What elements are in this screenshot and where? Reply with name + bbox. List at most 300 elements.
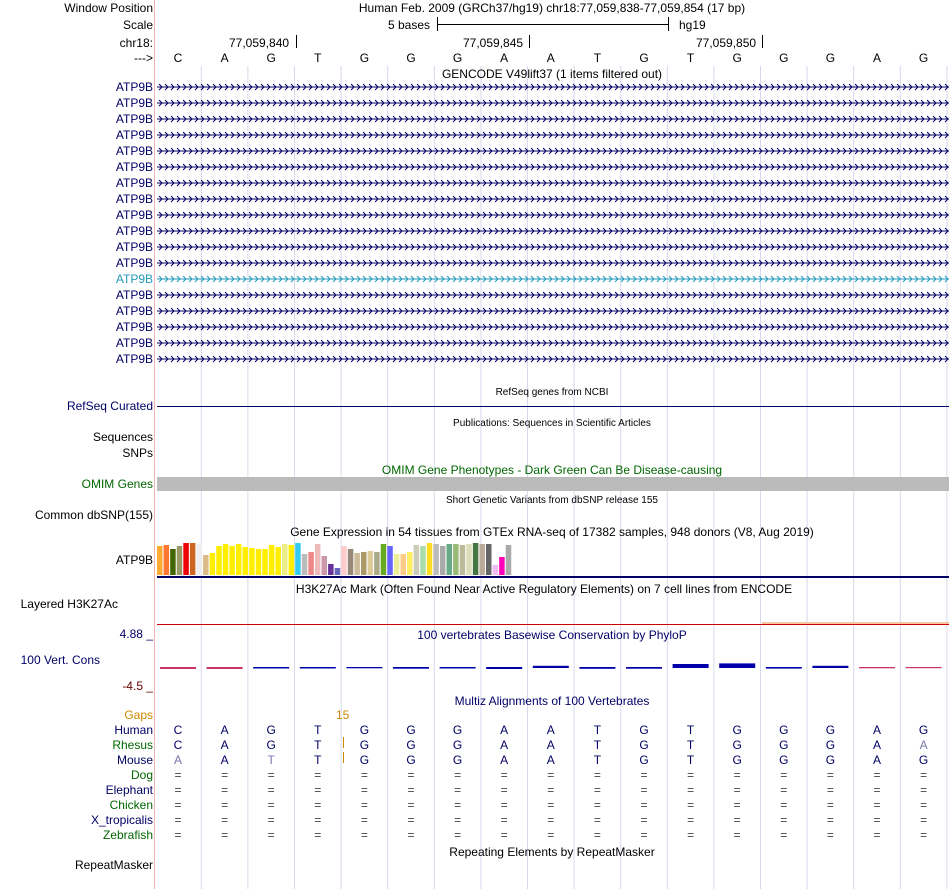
alignment-base: = — [221, 783, 229, 797]
tick-label-3: 77,059,850 — [696, 36, 757, 50]
alignment-base: = — [267, 798, 275, 812]
conservation-mark — [579, 667, 615, 669]
reference-base: G — [406, 51, 416, 65]
gtex-tissue-bar[interactable] — [196, 544, 202, 575]
repeatmasker-title: Repeating Elements by RepeatMasker — [449, 845, 655, 859]
gtex-tissue-bar[interactable] — [493, 565, 499, 575]
conservation-logo[interactable] — [157, 655, 949, 675]
gtex-tissue-bar[interactable] — [374, 552, 380, 575]
alignment-base: A — [872, 723, 881, 737]
conservation-mark — [486, 667, 522, 669]
gap-marker-mouse — [343, 752, 344, 763]
alignment-base: T — [314, 723, 322, 737]
alignment-base: = — [360, 828, 368, 842]
alignment-base: A — [500, 723, 509, 737]
scale-bar — [437, 24, 669, 25]
alignment-base: = — [873, 768, 881, 782]
reference-base: A — [872, 51, 881, 65]
alignment-base: T — [314, 753, 322, 767]
conservation-mark — [533, 666, 569, 668]
scale-text: 5 bases — [388, 18, 431, 32]
alignment-base: = — [920, 798, 928, 812]
gtex-tissue-bar[interactable] — [289, 545, 295, 575]
gencode-transcript-line[interactable] — [157, 195, 949, 203]
alignment-base: G — [452, 723, 463, 737]
gtex-tissue-bar[interactable] — [506, 545, 512, 575]
alignment-base: T — [593, 723, 602, 737]
alignment-base: A — [872, 753, 881, 767]
conservation-mark — [393, 667, 429, 669]
gtex-tissue-bar[interactable] — [157, 546, 163, 575]
gencode-transcript-label[interactable]: ATP9B — [115, 128, 153, 142]
gtex-tissue-bar[interactable] — [262, 549, 268, 575]
alignment-base: = — [687, 768, 695, 782]
h3k27ac-title: H3K27Ac Mark (Often Found Near Active Regulatory Elements) on 7 cell lines from ENCODE — [295, 582, 793, 596]
gencode-transcript-line[interactable] — [157, 115, 949, 123]
species-label[interactable]: Mouse — [116, 753, 153, 767]
assembly-text: hg19 — [679, 18, 706, 32]
alignment-base: = — [780, 813, 788, 827]
label-chrom: chr18: — [119, 36, 153, 50]
label-dbsnp[interactable]: Common dbSNP(155) — [34, 508, 153, 522]
alignment-base: = — [407, 798, 415, 812]
alignment-base: = — [221, 828, 229, 842]
gtex-tissue-bar[interactable] — [427, 543, 433, 575]
alignment-base: = — [640, 828, 648, 842]
reference-base: A — [220, 51, 229, 65]
alignment-base: = — [314, 813, 322, 827]
alignment-base: = — [500, 798, 508, 812]
alignment-base: G — [406, 753, 416, 767]
alignment-base: G — [825, 738, 836, 752]
gtex-tissue-bar[interactable] — [400, 554, 406, 575]
alignment-base: = — [360, 798, 368, 812]
label-repeatmasker[interactable]: RepeatMasker — [74, 858, 153, 872]
tick-mark-3 — [762, 35, 763, 48]
alignment-base: G — [359, 753, 370, 767]
alignment-base: = — [826, 768, 834, 782]
alignment-base: = — [920, 768, 928, 782]
alignment-base: G — [779, 753, 789, 767]
conservation-mark — [440, 667, 476, 669]
alignment-base: = — [593, 813, 601, 827]
alignment-base: G — [452, 738, 463, 752]
alignment-base: = — [500, 768, 508, 782]
alignment-base: = — [267, 768, 275, 782]
alignment-base: G — [266, 738, 276, 752]
gencode-transcript-label[interactable]: ATP9B — [115, 96, 153, 110]
alignment-base: = — [920, 783, 928, 797]
alignment-base: A — [173, 753, 182, 767]
alignment-base: G — [779, 723, 789, 737]
gtex-tissue-bar[interactable] — [190, 543, 196, 575]
gencode-transcript-label[interactable]: ATP9B — [115, 208, 153, 222]
alignment-base: = — [314, 828, 322, 842]
alignment-base: C — [173, 738, 183, 752]
gtex-tissue-bar[interactable] — [420, 546, 426, 575]
alignment-base: A — [220, 753, 229, 767]
gencode-transcript-line[interactable] — [157, 227, 949, 235]
alignment-base: = — [780, 783, 788, 797]
gtex-tissue-bar[interactable] — [282, 544, 288, 575]
alignment-base: = — [826, 798, 834, 812]
alignment-base: = — [547, 798, 555, 812]
label-refseq[interactable]: RefSeq Curated — [66, 399, 153, 413]
gtex-tissue-bar[interactable] — [183, 543, 189, 575]
gencode-transcript-line[interactable] — [157, 179, 949, 187]
alignment-base: G — [825, 723, 836, 737]
gtex-tissue-bar[interactable] — [407, 552, 413, 575]
gtex-tissue-bar[interactable] — [308, 552, 314, 575]
gtex-bar-chart[interactable] — [157, 540, 949, 580]
gtex-tissue-bar[interactable] — [414, 545, 420, 575]
gtex-tissue-bar[interactable] — [368, 551, 374, 575]
gencode-transcript-label[interactable]: ATP9B — [115, 352, 153, 366]
alignment-base: G — [452, 753, 463, 767]
gtex-tissue-bar[interactable] — [295, 543, 301, 575]
alignment-base: = — [407, 768, 415, 782]
species-label[interactable]: Rhesus — [112, 738, 153, 752]
gtex-tissue-bar[interactable] — [269, 545, 275, 575]
alignment-base: G — [732, 753, 742, 767]
reference-base: G — [359, 51, 370, 65]
conservation-mark — [253, 667, 289, 669]
gtex-tissue-bar[interactable] — [479, 544, 485, 575]
alignment-base: = — [873, 798, 881, 812]
alignment-base: G — [406, 723, 416, 737]
gtex-tissue-bar[interactable] — [210, 553, 216, 575]
species-label[interactable]: Dog — [130, 768, 153, 782]
alignment-base: G — [639, 753, 649, 767]
label-column-separator — [154, 0, 155, 889]
species-label[interactable]: X_tropicalis — [90, 813, 153, 827]
gencode-transcript-label[interactable]: ATP9B — [115, 112, 153, 126]
gtex-tissue-bar[interactable] — [322, 556, 328, 575]
alignment-base: = — [547, 768, 555, 782]
alignment-base: G — [406, 738, 416, 752]
h3k27ac-baseline — [157, 624, 949, 625]
gtex-tissue-bar[interactable] — [453, 544, 459, 575]
alignment-base: G — [639, 738, 649, 752]
gencode-transcript-label[interactable]: ATP9B — [115, 272, 153, 286]
tick-mark-2 — [529, 35, 530, 48]
reference-base: G — [825, 51, 836, 65]
alignment-base: T — [686, 738, 695, 752]
gap-count: 15 — [336, 708, 350, 722]
conservation-mark — [812, 666, 848, 668]
alignment-base: = — [454, 768, 462, 782]
alignment-base: = — [547, 828, 555, 842]
label-conservation[interactable]: 100 Vert. Cons — [20, 653, 100, 667]
alignment-base: = — [314, 768, 322, 782]
alignment-base: G — [732, 723, 742, 737]
alignment-base: A — [919, 738, 928, 752]
gtex-tissue-bar[interactable] — [170, 549, 176, 575]
gencode-transcript-line[interactable] — [157, 307, 949, 315]
alignment-base: = — [314, 798, 322, 812]
scale-bar-right-cap — [668, 17, 669, 31]
gencode-transcript-line[interactable] — [157, 99, 949, 107]
label-omim[interactable]: OMIM Genes — [81, 477, 153, 491]
gencode-transcript-label[interactable]: ATP9B — [115, 336, 153, 350]
gencode-transcript-line[interactable] — [157, 355, 949, 363]
gencode-transcript-line[interactable] — [157, 147, 949, 155]
alignment-base: = — [174, 828, 182, 842]
alignment-base: = — [360, 768, 368, 782]
alignment-base: = — [360, 813, 368, 827]
tick-mark-1 — [296, 35, 297, 48]
conservation-mark — [346, 667, 382, 668]
conservation-mark — [719, 663, 755, 668]
alignment-base: T — [593, 738, 602, 752]
gtex-tissue-bar[interactable] — [216, 546, 222, 575]
gencode-transcript-label[interactable]: ATP9B — [115, 288, 153, 302]
gtex-tissue-bar[interactable] — [249, 548, 255, 575]
alignment-base: = — [733, 768, 741, 782]
gencode-transcript-label[interactable]: ATP9B — [115, 176, 153, 190]
gtex-tissue-bar[interactable] — [229, 546, 235, 575]
gtex-tissue-bar[interactable] — [473, 543, 479, 575]
tick-label-2: 77,059,845 — [463, 36, 524, 50]
alignment-base: G — [266, 723, 276, 737]
alignment-base: G — [639, 723, 649, 737]
dbsnp-title: Short Genetic Variants from dbSNP release 155 — [446, 495, 658, 506]
alignment-base: G — [918, 753, 929, 767]
gencode-transcript-label[interactable]: ATP9B — [115, 144, 153, 158]
gencode-transcript-label[interactable]: ATP9B — [115, 160, 153, 174]
alignment-base: T — [686, 753, 695, 767]
alignment-base: = — [826, 828, 834, 842]
position-text: Human Feb. 2009 (GRCh37/hg19) chr18:77,059,838-77,059,854 (17 bp) — [358, 1, 746, 15]
gtex-tissue-bar[interactable] — [223, 544, 229, 575]
conservation-mark — [906, 667, 942, 668]
alignment-base: = — [454, 828, 462, 842]
alignment-base: = — [314, 783, 322, 797]
alignment-base: = — [593, 798, 601, 812]
species-label[interactable]: Human — [114, 723, 153, 737]
reference-base: A — [546, 51, 555, 65]
reference-base: T — [314, 51, 322, 65]
alignment-base: = — [593, 768, 601, 782]
gencode-transcript-label[interactable]: ATP9B — [115, 240, 153, 254]
reference-base: C — [173, 51, 183, 65]
publications-title: Publications: Sequences in Scientific Articles — [453, 418, 651, 429]
alignment-base: = — [360, 783, 368, 797]
gtex-tissue-bar[interactable] — [460, 545, 466, 575]
gencode-transcript-label[interactable]: ATP9B — [115, 224, 153, 238]
gtex-tissue-bar[interactable] — [302, 554, 308, 575]
gtex-title: Gene Expression in 54 tissues from GTEx RNA-seq of 17382 samples, 948 donors (V8, Aug 2019) — [290, 525, 814, 539]
alignment-base: = — [640, 798, 648, 812]
reference-base: G — [732, 51, 742, 65]
alignment-base: = — [593, 828, 601, 842]
gencode-transcript-label[interactable]: ATP9B — [115, 304, 153, 318]
reference-base: G — [266, 51, 276, 65]
gtex-tissue-bar[interactable] — [433, 544, 439, 575]
gencode-transcript-line[interactable] — [157, 211, 949, 219]
label-cons-min: -4.5 _ — [122, 679, 153, 693]
gencode-title: GENCODE V49lift37 (1 items filtered out) — [441, 67, 663, 81]
alignment-base: = — [733, 813, 741, 827]
alignment-base: G — [825, 753, 836, 767]
gencode-transcript-line[interactable] — [157, 163, 949, 171]
gtex-tissue-bar[interactable] — [361, 552, 367, 575]
alignment-base: T — [314, 738, 322, 752]
alignment-base: = — [873, 828, 881, 842]
alignment-base: = — [174, 813, 182, 827]
gap-marker-rhesus — [343, 737, 344, 748]
alignment-base: = — [267, 828, 275, 842]
alignment-base: T — [593, 753, 602, 767]
gtex-tissue-bar[interactable] — [203, 555, 209, 575]
gtex-tissue-bar[interactable] — [348, 549, 354, 575]
reference-base: G — [639, 51, 649, 65]
reference-base: T — [686, 51, 695, 65]
label-scale: Scale — [122, 18, 153, 32]
label-gtex-gene[interactable]: ATP9B — [115, 553, 153, 567]
alignment-base: = — [640, 768, 648, 782]
gtex-tissue-bar[interactable] — [447, 544, 453, 575]
gtex-tissue-bar[interactable] — [315, 544, 321, 575]
conservation-mark — [673, 664, 709, 668]
alignment-base: = — [687, 783, 695, 797]
alignment-base: = — [780, 798, 788, 812]
alignment-base: A — [220, 723, 229, 737]
gtex-tissue-bar[interactable] — [499, 557, 505, 575]
gencode-transcript-line[interactable] — [157, 291, 949, 299]
alignment-base: G — [359, 738, 370, 752]
alignment-base: = — [826, 783, 834, 797]
gtex-tissue-bar[interactable] — [466, 544, 472, 575]
alignment-base: G — [359, 723, 370, 737]
gencode-transcript-line[interactable] — [157, 323, 949, 331]
alignment-base: = — [780, 828, 788, 842]
alignment-base: = — [500, 783, 508, 797]
conservation-mark — [160, 667, 196, 669]
omim-gene-bar[interactable] — [157, 477, 949, 491]
alignment-base: = — [733, 783, 741, 797]
conservation-mark — [300, 667, 336, 669]
gtex-tissue-bar[interactable] — [387, 546, 393, 575]
alignment-base: A — [500, 738, 509, 752]
gencode-transcript-line[interactable] — [157, 243, 949, 251]
alignment-base: = — [500, 828, 508, 842]
label-strand: ---> — [134, 51, 153, 65]
label-snps[interactable]: SNPs — [122, 446, 153, 460]
alignment-base: G — [779, 738, 789, 752]
gtex-tissue-bar[interactable] — [486, 544, 492, 575]
alignment-base: = — [733, 798, 741, 812]
gtex-tissue-bar[interactable] — [354, 553, 360, 575]
alignment-base: = — [267, 783, 275, 797]
alignment-base: = — [407, 828, 415, 842]
gtex-tissue-bar[interactable] — [236, 544, 242, 575]
gtex-tissue-bar[interactable] — [177, 546, 183, 575]
alignment-base: G — [732, 738, 742, 752]
alignment-base: = — [826, 813, 834, 827]
reference-base: G — [918, 51, 929, 65]
alignment-base: = — [640, 783, 648, 797]
reference-base: A — [500, 51, 509, 65]
gencode-transcript-label[interactable]: ATP9B — [115, 256, 153, 270]
alignment-base: = — [873, 813, 881, 827]
alignment-base: = — [640, 813, 648, 827]
gtex-tissue-bar[interactable] — [440, 546, 446, 575]
alignment-base: G — [918, 723, 929, 737]
gencode-transcript-line[interactable] — [157, 131, 949, 139]
alignment-base: C — [173, 723, 183, 737]
species-label[interactable]: Elephant — [105, 783, 153, 797]
alignment-base: = — [221, 768, 229, 782]
gencode-transcript-label[interactable]: ATP9B — [115, 192, 153, 206]
alignment-base: = — [454, 783, 462, 797]
gencode-transcript-label[interactable]: ATP9B — [115, 80, 153, 94]
species-label[interactable]: Chicken — [109, 798, 153, 812]
conservation-mark — [207, 667, 243, 669]
alignment-base: = — [174, 783, 182, 797]
alignment-base: = — [454, 798, 462, 812]
gtex-tissue-bar[interactable] — [164, 545, 170, 575]
alignment-base: T — [686, 723, 695, 737]
alignment-base: = — [547, 813, 555, 827]
gencode-transcript-line[interactable] — [157, 83, 949, 91]
alignment-base: = — [500, 813, 508, 827]
gtex-tissue-bar[interactable] — [256, 549, 262, 575]
gencode-transcript-label[interactable]: ATP9B — [115, 320, 153, 334]
alignment-base: = — [873, 783, 881, 797]
omim-title: OMIM Gene Phenotypes - Dark Green Can Be Disease-causing — [381, 463, 723, 477]
alignment-base: A — [546, 738, 555, 752]
alignment-base: = — [780, 768, 788, 782]
label-cons-max: 4.88 _ — [119, 627, 153, 641]
gtex-tissue-bar[interactable] — [394, 554, 400, 575]
alignment-base: = — [221, 798, 229, 812]
alignment-base: = — [174, 768, 182, 782]
conservation-title: 100 vertebrates Basewise Conservation by PhyloP — [417, 628, 687, 642]
alignment-base: = — [920, 828, 928, 842]
gtex-tissue-bar[interactable] — [341, 546, 347, 575]
gencode-transcript-line[interactable] — [157, 259, 949, 267]
gencode-transcript-line[interactable] — [157, 339, 949, 347]
gtex-tissue-bar[interactable] — [243, 547, 249, 575]
label-window-position: Window Position — [64, 1, 153, 15]
alignment-base: = — [267, 813, 275, 827]
alignment-base: = — [593, 783, 601, 797]
alignment-base: = — [687, 828, 695, 842]
refseq-gene-line[interactable] — [157, 406, 949, 407]
gtex-tissue-bar[interactable] — [328, 564, 334, 575]
gencode-transcript-line[interactable] — [157, 275, 949, 283]
alignment-base: = — [920, 813, 928, 827]
reference-base: T — [593, 51, 602, 65]
alignment-base: A — [220, 738, 229, 752]
gtex-tissue-bar[interactable] — [275, 547, 281, 575]
alignment-base: = — [174, 798, 182, 812]
tick-label-1: 77,059,840 — [229, 36, 290, 50]
label-gaps[interactable]: Gaps — [124, 708, 153, 722]
conservation-mark — [766, 667, 802, 669]
alignment-base: = — [454, 813, 462, 827]
alignment-base: A — [872, 738, 881, 752]
alignment-base: A — [546, 753, 555, 767]
species-label[interactable]: Zebrafish — [102, 828, 153, 842]
label-sequences[interactable]: Sequences — [92, 430, 153, 444]
reference-base: G — [452, 51, 463, 65]
gtex-tissue-bar[interactable] — [335, 568, 341, 575]
gtex-tissue-bar[interactable] — [381, 544, 387, 575]
alignment-base: T — [267, 753, 275, 767]
label-h3k27ac[interactable]: Layered H3K27Ac — [20, 597, 118, 611]
